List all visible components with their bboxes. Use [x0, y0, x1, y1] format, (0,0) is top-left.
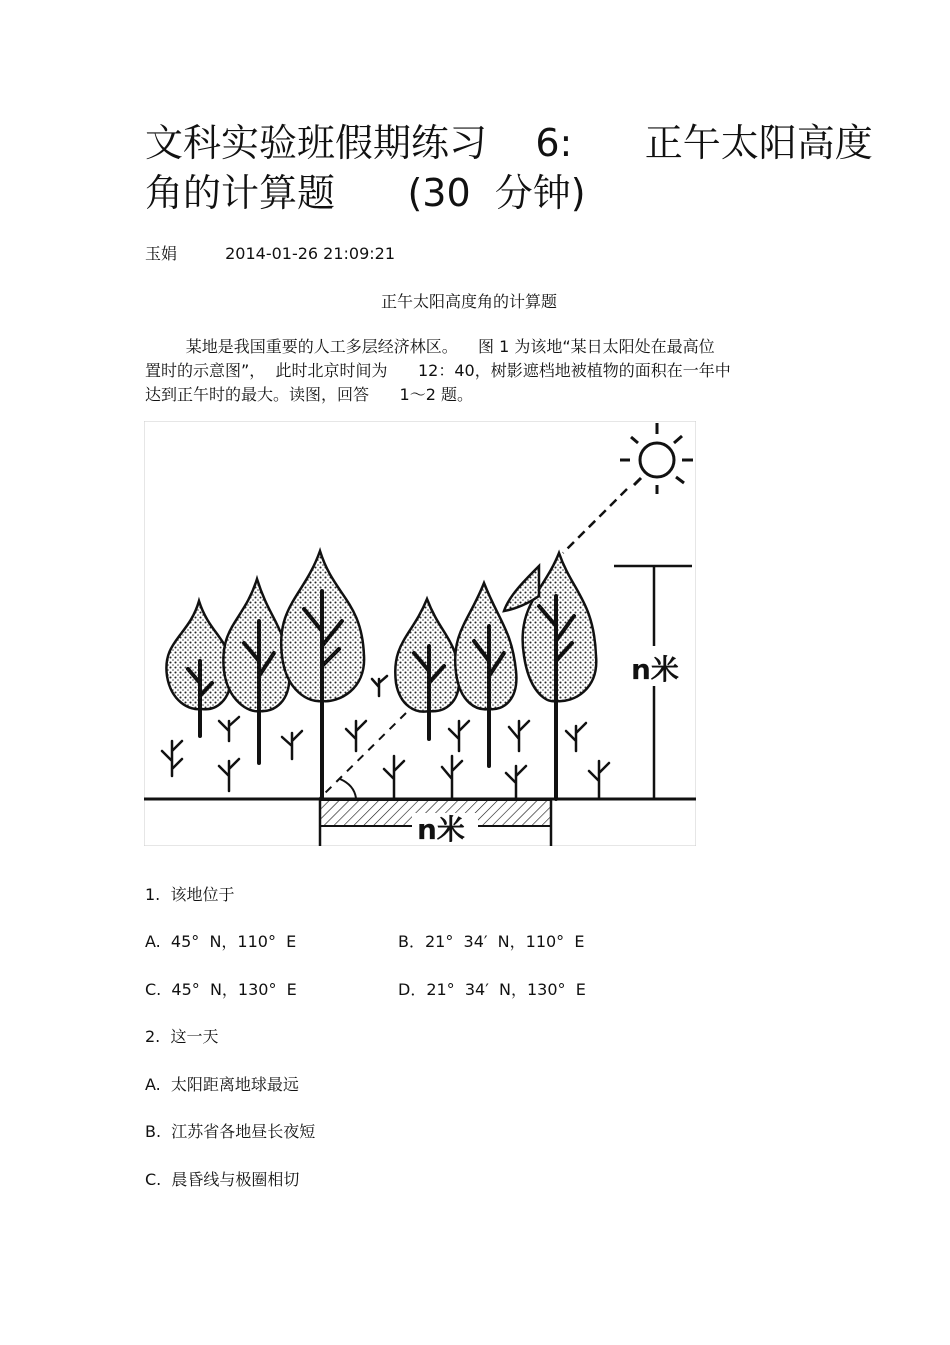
post-meta	[145, 241, 395, 264]
question-1-stem: 1. 该地位于	[145, 885, 235, 904]
section-heading: 正午太阳高度角的计算题	[380, 292, 557, 311]
q1-option-b: B．21° 34′ N，110° E	[398, 932, 585, 951]
timestamp: 2014-01-26 21:09:21	[225, 244, 396, 263]
shadow-label: n米	[417, 813, 465, 846]
intro-line-1: 某地是我国重要的人工多层经济林区。 图 1 为该地“某日太阳处在最高位	[145, 337, 715, 356]
q2-option-a: A. 太阳距离地球最远	[145, 1075, 299, 1094]
title-line-1: 文科实验班假期练习 6: 正午太阳高度	[145, 121, 873, 165]
q1-option-d: D．21° 34′ N，130° E	[398, 980, 586, 999]
sun-shadow-diagram	[144, 421, 696, 846]
intro-line-3: 达到正午时的最大。读图，回答 1～2 题。	[145, 385, 473, 404]
q2-option-c: C. 晨昏线与极圈相切	[145, 1170, 300, 1189]
q1-option-c: C. 45° N，130° E	[145, 980, 297, 999]
page-title	[145, 118, 873, 218]
author: 玉娟	[145, 244, 178, 263]
q1-option-a: A. 45° N，110° E	[145, 932, 297, 951]
title-line-2: 角的计算题 (30 分钟)	[145, 171, 586, 215]
height-label: n米	[631, 653, 679, 686]
q2-option-b: B. 江苏省各地昼长夜短	[145, 1122, 316, 1141]
intro-line-2: 置时的示意图”， 此时北京时间为 12：40，树影遮档地被植物的面积在一年中	[145, 361, 731, 380]
question-2-stem: 2. 这一天	[145, 1027, 219, 1046]
intro-paragraph	[145, 335, 805, 407]
